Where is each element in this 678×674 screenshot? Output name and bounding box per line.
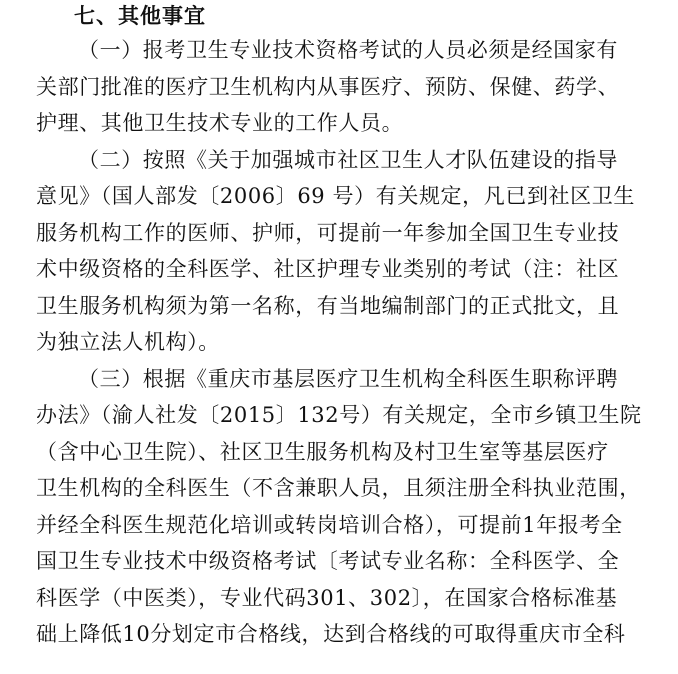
text-line: 础上降低10分划定市合格线，达到合格线的可取得重庆市全科 bbox=[36, 622, 626, 646]
text-line: 办法》（渝人社发〔2015〕132号）有关规定，全市乡镇卫生院 bbox=[36, 403, 642, 427]
document-page bbox=[36, 0, 646, 653]
text-line: （含中心卫生院）、社区卫生服务机构及村卫生室等基层医疗 bbox=[36, 439, 609, 464]
text-line: 国卫生专业技术中级资格考试〔考试专业名称：全科医学、全 bbox=[36, 549, 620, 573]
text-line: 关部门批准的医疗卫生机构内从事医疗、预防、保健、药学、 bbox=[36, 74, 620, 99]
paragraph-3 bbox=[36, 361, 646, 653]
text-line: 服务机构工作的医师、护师，可提前一年参加全国卫生专业技 bbox=[36, 220, 620, 245]
text-line: 术中级资格的全科医学、社区护理专业类别的考试（注：社区 bbox=[36, 257, 620, 281]
text-line: （二）按照《关于加强城市社区卫生人才队伍建设的指导 bbox=[78, 147, 618, 172]
section-heading: 七、其他事宜 bbox=[74, 4, 206, 28]
paragraph-1 bbox=[36, 32, 646, 142]
paragraph-2 bbox=[36, 142, 646, 361]
text-line: （三）根据《重庆市基层医疗卫生机构全科医生职称评聘 bbox=[78, 366, 618, 391]
text-line: 为独立法人机构）。 bbox=[36, 330, 220, 354]
text-line: 并经全科医生规范化培训或转岗培训合格），可提前1年报考全 bbox=[36, 512, 623, 537]
text-line: 意见》（国人部发〔2006〕69 号）有关规定，凡已到社区卫生 bbox=[36, 184, 635, 208]
text-line: （一）报考卫生专业技术资格考试的人员必须是经国家有 bbox=[78, 38, 618, 62]
text-line: 科医学（中医类），专业代码301、302〕，在国家合格标准基 bbox=[36, 585, 618, 610]
text-line: 卫生服务机构须为第一名称，有当地编制部门的正式批文，且 bbox=[36, 293, 620, 318]
text-line: 护理、其他卫生技术专业的工作人员。 bbox=[36, 111, 404, 135]
text-line: 卫生机构的全科医生（不含兼职人员，且须注册全科执业范围， bbox=[36, 476, 641, 500]
